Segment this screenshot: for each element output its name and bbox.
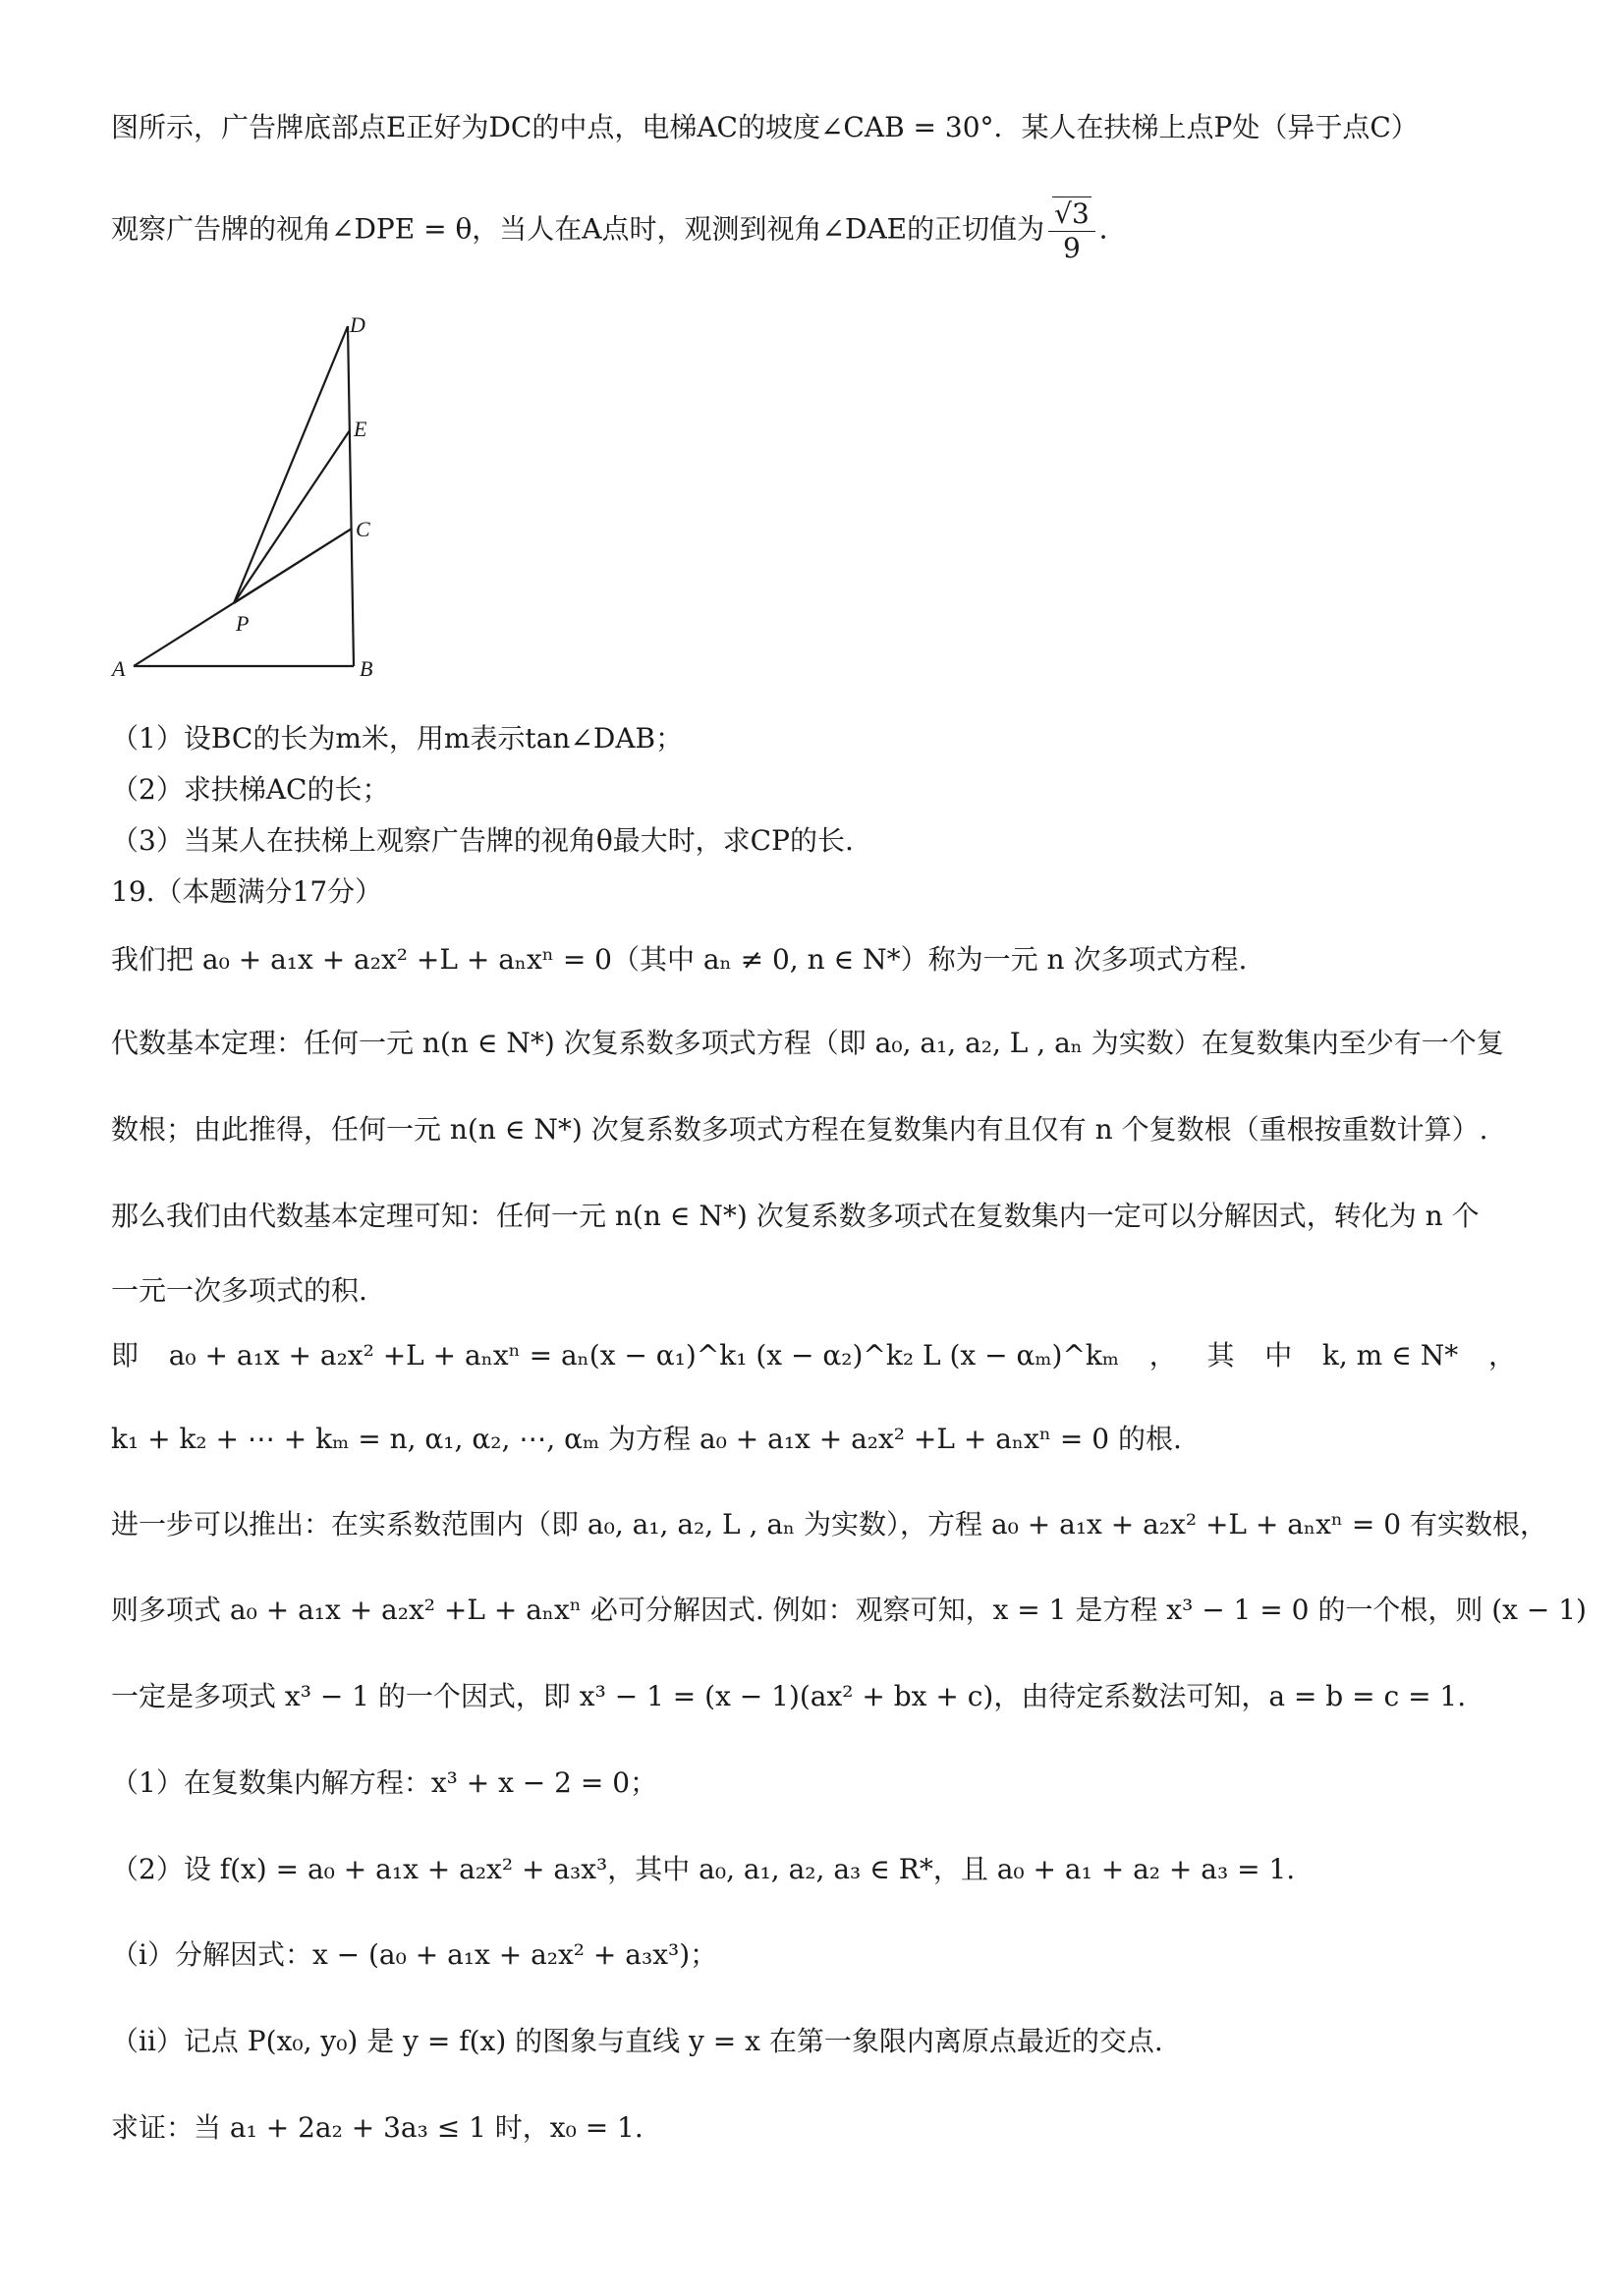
eq-comma1: ，: [1148, 1339, 1177, 1372]
label-d: D: [350, 314, 365, 337]
p19-proof-statement: 求证：当 a₁ + 2a₂ + 3a₃ ≤ 1 时，x₀ = 1.: [111, 2111, 644, 2144]
eq-prefix: 即: [111, 1339, 140, 1372]
p18-intro-line2: [111, 196, 1526, 265]
p19-question-2: （2）设 f(x) = a₀ + a₁x + a₂x² + a₃x³，其中 a₀, a₁, a₂, a₃ ∈ R*，且 a₀ + a₁ + a₂ + a₃ = 1.: [111, 1853, 1296, 1885]
label-c: C: [356, 517, 370, 541]
p19-further-line1: 进一步可以推出：在实系数范围内（即 a₀, a₁, a₂, L , aₙ 为实数），方程 a₀ + a₁x + a₂x² +L + aₙxⁿ = 0 有实数根，: [111, 1508, 1547, 1540]
segment-pd: [234, 326, 348, 603]
p19-definition: 我们把 a₀ + a₁x + a₂x² +L + aₙxⁿ = 0（其中 aₙ ≠ 0, n ∈ N*）称为一元 n 次多项式方程.: [111, 943, 1248, 976]
eq-zhong: 中: [1264, 1339, 1293, 1372]
p19-question-2ii: （ⅱ）记点 P(x₀, y₀) 是 y = f(x) 的图象与直线 y = x 在第一象限内离原点最近的交点.: [111, 2025, 1163, 2057]
tan-fraction: [1048, 196, 1095, 265]
label-b: B: [360, 656, 373, 681]
p18-question-3: （3）当某人在扶梯上观察广告牌的视角θ最大时，求CP的长.: [111, 824, 854, 857]
eq-qi: 其: [1206, 1339, 1235, 1372]
p19-theorem-line3: 那么我们由代数基本定理可知：任何一元 n(n ∈ N*) 次复系数多项式在复数集内一定可以分解因式，转化为 n 个: [111, 1200, 1480, 1232]
label-p: P: [236, 611, 250, 636]
p18-question-1: （1）设BC的长为m米，用m表示tan∠DAB；: [111, 722, 684, 755]
p19-factorization-line: [111, 1334, 1516, 1377]
p18-intro-line2-end: ．: [1098, 212, 1127, 246]
p18-intro-line1: 图所示，广告牌底部点E正好为DC的中点，电梯AC的坡度∠CAB = 30°．某人在扶梯上点P处（异于点C）: [111, 111, 1419, 143]
p19-further-line3: 一定是多项式 x³ − 1 的一个因式，即 x³ − 1 = (x − 1)(ax² + bx + c)，由待定系数法可知，a = b = c = 1.: [111, 1680, 1467, 1712]
segment-pe: [234, 430, 350, 603]
eq-comma2: ，: [1487, 1339, 1516, 1372]
p19-roots-line: k₁ + k₂ + ⋯ + kₘ = n, α₁, α₂, ⋯, αₘ 为方程 a₀ + a₁x + a₂x² +L + aₙxⁿ = 0 的根.: [111, 1423, 1182, 1455]
p19-title: 19.（本题满分17分）: [111, 875, 383, 908]
fraction-denominator: 9: [1063, 232, 1081, 264]
segment-db: [348, 326, 354, 666]
fraction-numerator: √3: [1054, 197, 1090, 230]
p19-theorem-line1: 代数基本定理：任何一元 n(n ∈ N*) 次复系数多项式方程（即 a₀, a₁, a₂, L , aₙ 为实数）在复数集内至少有一个复: [111, 1027, 1504, 1059]
p18-intro-line2-text: 观察广告牌的视角∠DPE = θ，当人在A点时，观测到视角∠DAE的正切值为: [111, 212, 1045, 246]
label-a: A: [112, 656, 126, 681]
eq-factorization: a₀ + a₁x + a₂x² +L + aₙxⁿ = aₙ(x − α₁)^k₁ (x − α₂)^k₂ L (x − αₘ)^kₘ: [168, 1339, 1120, 1372]
p19-further-line2: 则多项式 a₀ + a₁x + a₂x² +L + aₙxⁿ 必可分解因式. 例如：观察可知，x = 1 是方程 x³ − 1 = 0 的一个根，则 (x − 1): [111, 1594, 1587, 1626]
p18-question-2: （2）求扶梯AC的长；: [111, 773, 390, 806]
label-e: E: [354, 417, 367, 441]
p19-question-2i: （ⅰ）分解因式：x − (a₀ + a₁x + a₂x² + a₃x³)；: [111, 1938, 718, 1971]
p19-theorem-line4: 一元一次多项式的积.: [111, 1274, 367, 1307]
eq-km: k, m ∈ N*: [1321, 1339, 1459, 1372]
escalator-figure: [98, 314, 413, 688]
p19-question-1: （1）在复数集内解方程：x³ + x − 2 = 0；: [111, 1766, 658, 1799]
p19-theorem-line2: 数根；由此推得，任何一元 n(n ∈ N*) 次复系数多项式方程在复数集内有且仅有 n 个复数根（重根按重数计算）.: [111, 1113, 1488, 1146]
segment-pc: [234, 529, 352, 603]
